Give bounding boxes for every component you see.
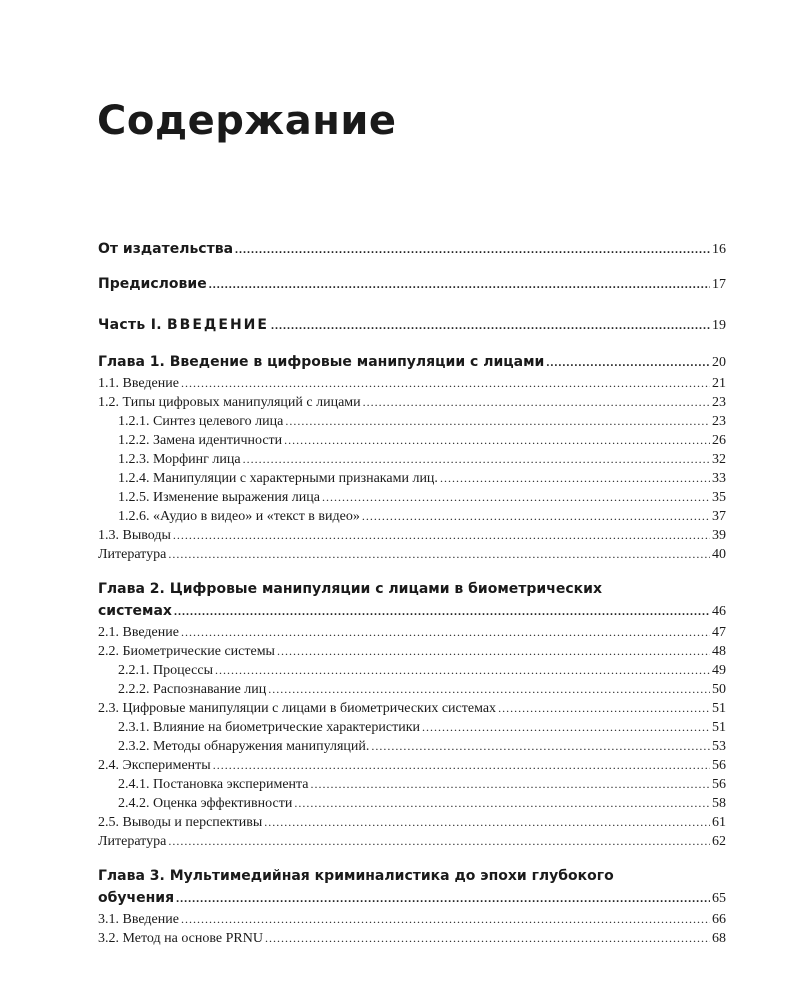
toc-entry-page: 58: [712, 796, 726, 811]
toc-entry[interactable]: [98, 718, 726, 737]
dot-leader: [440, 469, 710, 488]
toc-entry-page: 35: [712, 490, 726, 505]
toc-entry[interactable]: [98, 680, 726, 699]
toc-entry[interactable]: [98, 412, 726, 431]
toc-entry-title: 2.3. Цифровые манипуляции с лицами в биометрических системах: [98, 701, 497, 716]
dot-leader: [168, 545, 710, 564]
toc-entry[interactable]: [98, 488, 726, 507]
page-title: Содержание: [97, 98, 397, 144]
toc-entry-page: 33: [712, 471, 726, 486]
dot-leader: [322, 488, 710, 507]
dot-leader: [264, 813, 710, 832]
dot-leader: [173, 526, 710, 545]
toc-chapter-title: Глава 1. Введение в цифровые манипуляции с лицами: [98, 354, 545, 370]
toc-entry-page: 23: [712, 414, 726, 429]
toc-entry-page: 26: [712, 433, 726, 448]
toc-entry[interactable]: [98, 775, 726, 794]
toc-entry-title: 1.2.6. «Аудио в видео» и «текст в видео»: [118, 509, 360, 524]
toc-entry-title: 1.2.5. Изменение выражения лица: [118, 490, 320, 505]
toc-entry-title: 1.2.2. Замена идентичности: [118, 433, 283, 448]
toc-entry-page: 49: [712, 663, 726, 678]
toc-entry-page: 51: [712, 701, 726, 716]
toc-entry-page: 17: [712, 277, 726, 292]
toc-entry-page: 19: [712, 318, 726, 333]
toc-entry-title: 1.1. Введение: [98, 376, 179, 391]
toc-entry-page: 50: [712, 682, 726, 697]
toc-entry[interactable]: [98, 526, 726, 545]
toc-entry[interactable]: [98, 507, 726, 526]
dot-leader: [235, 238, 710, 260]
dot-leader: [271, 314, 710, 336]
toc-entry-title: 2.3.2. Методы обнаружения манипуляций.: [118, 739, 370, 754]
table-of-contents: [98, 238, 726, 948]
toc-entry[interactable]: [98, 756, 726, 775]
toc-entry[interactable]: [98, 737, 726, 756]
toc-entry-title: 2.4.2. Оценка эффективности: [118, 796, 293, 811]
toc-entry[interactable]: [98, 642, 726, 661]
toc-entry-title: 2.2. Биометрические системы: [98, 644, 275, 659]
toc-entry[interactable]: [98, 623, 726, 642]
dot-leader: [546, 351, 710, 373]
dot-leader: [209, 273, 710, 295]
toc-entry-title: 1.2.4. Манипуляции с характерными признаками лиц.: [118, 471, 438, 486]
toc-entry-page: 23: [712, 395, 726, 410]
toc-entry-title: 1.2.1. Синтез целевого лица: [118, 414, 284, 429]
dot-leader: [176, 887, 710, 909]
toc-entry-page: 40: [712, 547, 726, 562]
toc-entry-page: 16: [712, 242, 726, 257]
toc-entry-page: 47: [712, 625, 726, 640]
toc-entry[interactable]: [98, 450, 726, 469]
dot-leader: [268, 680, 710, 699]
toc-entry-page: 51: [712, 720, 726, 735]
toc-entry[interactable]: [98, 910, 726, 929]
toc-chapter-3[interactable]: [98, 887, 726, 910]
toc-entry-publisher[interactable]: [98, 238, 726, 261]
dot-leader: [243, 450, 710, 469]
part-name: ВВЕДЕНИЕ: [167, 317, 269, 333]
toc-entry-title: 2.5. Выводы и перспективы: [98, 815, 263, 830]
toc-entry-page: 62: [712, 834, 726, 849]
toc-chapter-2-title-line1[interactable]: Глава 2. Цифровые манипуляции с лицами в биометрических: [98, 581, 602, 597]
toc-entry[interactable]: [98, 832, 726, 851]
toc-entry[interactable]: [98, 929, 726, 948]
toc-entry-title: 2.4. Эксперименты: [98, 758, 211, 773]
toc-entry-page: 56: [712, 777, 726, 792]
toc-entry[interactable]: [98, 393, 726, 412]
dot-leader: [498, 699, 710, 718]
toc-entry-page: 39: [712, 528, 726, 543]
toc-entry-title: 1.3. Выводы: [98, 528, 171, 543]
dot-leader: [284, 431, 710, 450]
dot-leader: [277, 642, 710, 661]
toc-chapter-title: обучения: [98, 890, 175, 906]
toc-part-1[interactable]: [98, 314, 726, 337]
toc-entry-title: 2.4.1. Постановка эксперимента: [118, 777, 309, 792]
toc-entry-page: 20: [712, 355, 726, 370]
dot-leader: [174, 600, 710, 622]
toc-entry-title: 2.2.1. Процессы: [118, 663, 213, 678]
toc-entry[interactable]: [98, 431, 726, 450]
toc-entry-title: 1.2.3. Морфинг лица: [118, 452, 241, 467]
toc-entry-page: 46: [712, 604, 726, 619]
dot-leader: [311, 775, 710, 794]
toc-entry-page: 65: [712, 891, 726, 906]
toc-entry[interactable]: [98, 661, 726, 680]
toc-entry-title: 2.2.2. Распознавание лиц: [118, 682, 267, 697]
dot-leader: [363, 393, 710, 412]
toc-entry[interactable]: [98, 813, 726, 832]
dot-leader: [181, 910, 710, 929]
dot-leader: [362, 507, 710, 526]
toc-entry-page: 68: [712, 931, 726, 946]
dot-leader: [294, 794, 710, 813]
toc-entry-page: 53: [712, 739, 726, 754]
dot-leader: [371, 737, 710, 756]
dot-leader: [215, 661, 710, 680]
toc-entry[interactable]: [98, 794, 726, 813]
toc-chapter-title: системах: [98, 603, 172, 619]
dot-leader: [422, 718, 710, 737]
dot-leader: [213, 756, 710, 775]
toc-entry-page: 48: [712, 644, 726, 659]
dot-leader: [168, 832, 710, 851]
toc-entry[interactable]: [98, 699, 726, 718]
toc-entry-title: Литература: [98, 834, 167, 849]
dot-leader: [181, 374, 710, 393]
toc-entry[interactable]: [98, 469, 726, 488]
toc-entry[interactable]: [98, 545, 726, 564]
toc-entry-title: Литература: [98, 547, 167, 562]
toc-entry-title: 2.3.1. Влияние на биометрические характеристики: [118, 720, 420, 735]
toc-chapter-2[interactable]: [98, 600, 726, 623]
dot-leader: [181, 623, 710, 642]
toc-entry-preface[interactable]: [98, 273, 726, 296]
dot-leader: [285, 412, 710, 431]
toc-entry-title: 1.2. Типы цифровых манипуляций с лицами: [98, 395, 361, 410]
toc-entry-page: 61: [712, 815, 726, 830]
part-prefix: Часть I.: [98, 317, 162, 333]
toc-chapter-3-title-line1[interactable]: Глава 3. Мультимедийная криминалистика до эпохи глубокого: [98, 868, 614, 884]
toc-entry-title: 3.2. Метод на основе PRNU: [98, 931, 263, 946]
toc-entry-page: 66: [712, 912, 726, 927]
toc-entry-title: 3.1. Введение: [98, 912, 179, 927]
toc-entry-page: 32: [712, 452, 726, 467]
toc-entry-title: 2.1. Введение: [98, 625, 179, 640]
toc-entry-page: 56: [712, 758, 726, 773]
toc-entry-page: 37: [712, 509, 726, 524]
toc-part-title: [98, 314, 269, 336]
toc-entry-title: Предисловие: [98, 276, 207, 292]
toc-chapter-1[interactable]: [98, 351, 726, 374]
toc-entry-page: 21: [712, 376, 726, 391]
toc-entry[interactable]: [98, 374, 726, 393]
toc-entry-title: От издательства: [98, 241, 234, 257]
dot-leader: [265, 929, 710, 948]
